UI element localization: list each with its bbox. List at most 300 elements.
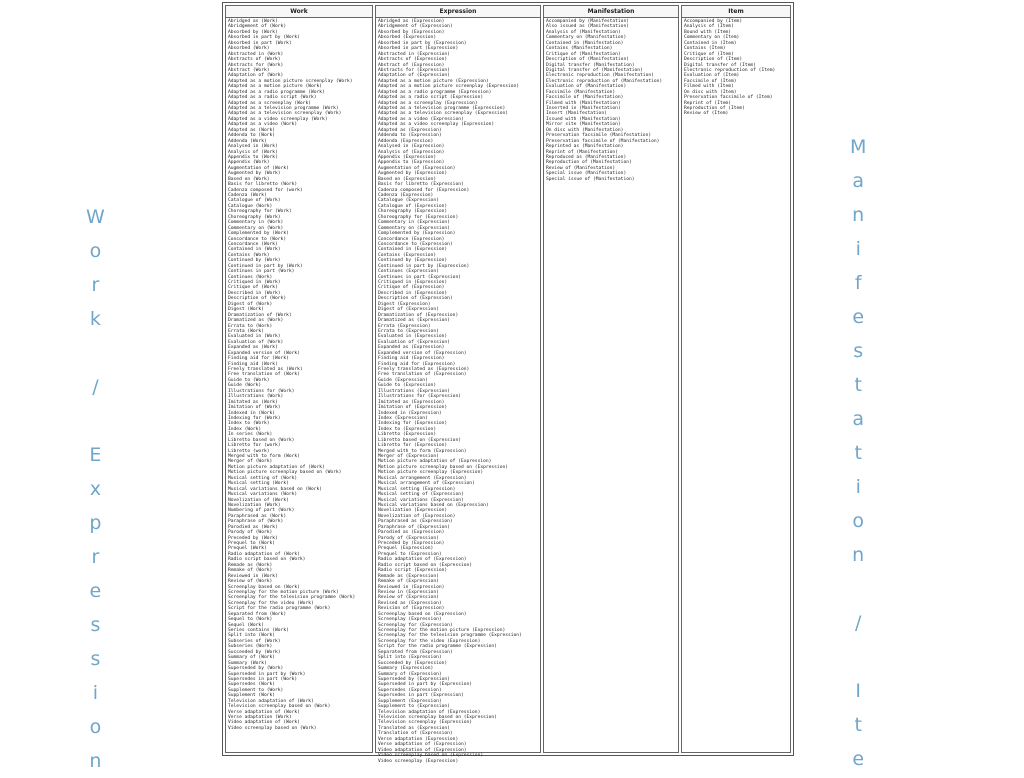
list-item: Superseded by (Expression) [378, 676, 450, 682]
list-item: Adapted as a video (Work) [228, 122, 298, 128]
list-item: Video screenplay based on (Expression) [378, 753, 484, 759]
list-item: Radio script (Expression) [378, 568, 448, 574]
list-item: Cadenza composed for (work) [228, 187, 303, 193]
column-manifestation [543, 5, 679, 753]
list-item: Merger of (Expression) [378, 454, 439, 459]
column-work [225, 5, 373, 753]
list-item: Continues (Expression) [378, 269, 439, 275]
list-item: Continued in part by (Expression) [378, 263, 470, 269]
list-item: Reproduction of (Item) [684, 106, 745, 111]
list-item: Addenda to (Work) [228, 133, 276, 139]
list-item: Abstract (Work) [228, 67, 270, 73]
list-item: Paraphrase of (Work) [228, 519, 284, 525]
work-list [226, 18, 372, 732]
list-item: Catalogue (Work) [228, 203, 273, 209]
list-item: Digital transfer (Manifestation) [546, 62, 635, 68]
list-item: Libretto for (work) [228, 443, 281, 449]
list-item: Subseries of (Work) [228, 638, 281, 644]
list-item: Adaptation of (Expression) [378, 73, 450, 79]
list-item: Split into (Expression) [378, 655, 442, 661]
list-item: Facsimile of (Item) [684, 78, 737, 84]
side-label-right-char: s [853, 340, 864, 362]
list-item: Catalogue of (Work) [228, 198, 281, 204]
list-item: Analysed in (Expression) [378, 144, 445, 150]
list-item: Novelization of (Expression) [378, 513, 456, 519]
list-item: Guide to (Work) [228, 377, 270, 383]
list-item: Commentary on (Expression) [378, 225, 450, 231]
list-item: Finding aid for (Expression) [378, 361, 456, 367]
side-label-right-char: I [855, 680, 861, 702]
list-item: Absorbed by (Expression) [378, 29, 445, 35]
list-item: Motion picture adaptation of (Work) [228, 464, 325, 470]
list-item: Motion picture screenplay based on (Expression) [378, 464, 508, 470]
list-item: Augmented by (Work) [228, 171, 281, 177]
list-item: Motion picture adaptation of (Expression) [378, 459, 492, 465]
list-item: Index (Work) [228, 426, 262, 432]
list-item: Translated as (Expression) [378, 725, 450, 731]
list-item: Analysed in (Work) [228, 144, 278, 150]
list-item: Separated from (Expression) [378, 649, 453, 655]
list-item: Radio adaptation of (Expression) [378, 557, 467, 563]
list-item: Abstracts for (Expression) [378, 67, 450, 73]
list-item: Motion picture screenplay based on (Work) [228, 470, 342, 476]
list-item: Illustrations for (Work) [228, 388, 295, 394]
list-item: Supplement to (Expression) [378, 704, 450, 710]
list-item: Libretto for (Expression) [378, 443, 448, 449]
list-item: Absorbed (Work) [228, 46, 270, 52]
list-item: Absorbed in part by (Work) [228, 35, 300, 41]
list-item: Adapted as (Expression) [378, 127, 442, 133]
list-item: Screenplay for the motion picture (Work) [228, 589, 339, 595]
list-item: Digest (Expression) [378, 301, 431, 307]
list-item: Critique of (Item) [684, 51, 734, 57]
list-item: Indexed in (Work) [228, 410, 276, 416]
list-item: Free translation of (Work) [228, 372, 300, 378]
side-label-right-char: a [852, 408, 865, 430]
list-item: Finding aid (Work) [228, 361, 278, 367]
list-item: Evaluated in (Expression) [378, 334, 448, 340]
list-item: Review of (Expression) [378, 595, 439, 601]
list-item: Cadenza (Work) [228, 193, 267, 198]
list-item: Continues in part (Work) [228, 269, 295, 275]
list-item: Addenda (Work) [228, 138, 267, 144]
list-item: Complemented by (Work) [228, 231, 289, 237]
side-label-right-char [855, 572, 861, 606]
side-label-manifestation-item [850, 130, 866, 776]
list-item: Complemented by (Expression) [378, 231, 456, 237]
list-item: Inserted in (Manifestation) [546, 106, 621, 111]
list-item: Video screenplay (Expression) [378, 758, 459, 764]
list-item: Absorbed in part (Expression) [378, 46, 459, 52]
side-label-right-char: n [852, 204, 865, 226]
side-label-right-char: e [852, 306, 865, 328]
side-label-left-char: s [90, 614, 101, 636]
list-item: Evaluation of (Item) [684, 73, 740, 79]
list-item: Critique of (Expression) [378, 285, 445, 291]
list-item: Based on (Work) [228, 176, 270, 182]
side-label-right-char: f [854, 272, 862, 294]
list-item: Television screenplay based on (Expression) [378, 715, 497, 720]
list-item: Script for the radio programme (Expression) [378, 644, 497, 650]
side-label-left-char: p [89, 512, 102, 534]
list-item: Imitation of (Expression) [378, 405, 448, 411]
list-item: Absorbed (Expression) [378, 35, 437, 41]
list-item: Evaluation of (Expression) [378, 339, 450, 345]
list-item: Abstracts of (Expression) [378, 57, 448, 63]
list-item: Contained in (Expression) [378, 247, 448, 253]
list-item: Contains (Item) [684, 46, 726, 52]
list-item: Continued by (Work) [228, 258, 281, 264]
list-item: Mirror site (Manifestation) [546, 122, 621, 128]
list-item: Television screenplay based on (Work) [228, 704, 331, 710]
list-item: Adapted as a radio programme (Expression) [378, 89, 492, 95]
list-item: Imitation of (Work) [228, 405, 281, 411]
list-item: Video adaptation of (Work) [228, 720, 300, 726]
side-label-left-char: n [89, 750, 102, 772]
list-item: Screenplay for (Expression) [378, 622, 453, 628]
list-item: Musical variations based on (Expression) [378, 502, 489, 508]
list-item: Guide to (Expression) [378, 383, 437, 389]
list-item: Novelization of (Work) [228, 497, 289, 503]
list-item: Reprint of (Item) [684, 100, 732, 106]
list-item: Choreography (Work) [228, 214, 281, 220]
list-item: Errata (Expression) [378, 323, 431, 329]
list-item: Facsimile of (Manifestation) [546, 95, 624, 101]
side-label-work-expression [86, 200, 105, 778]
list-item: Subseries (Work) [228, 644, 273, 650]
column-header-expression: Expression [376, 6, 540, 18]
list-item: Special issue of (Manifestation) [546, 176, 635, 182]
list-item: Facsimile (Manifestation) [546, 89, 616, 95]
list-item: Abridged as (Expression) [378, 19, 445, 24]
list-item: Adapted as a screenplay (Work) [228, 100, 311, 106]
list-item: Errata (Work) [228, 328, 264, 334]
list-item: Adapted as a television programme (Expression) [378, 106, 506, 111]
list-item: Parody of (Work) [228, 530, 273, 536]
list-item: Reprint of (Manifestation) [546, 149, 618, 155]
list-item: Musical setting (Expression) [378, 486, 456, 492]
list-item: Bound with (Item) [684, 29, 732, 35]
list-item: Abridgement of (Work) [228, 24, 287, 30]
list-item: Choreography for (Work) [228, 209, 292, 215]
list-item: Appendix (Expression) [378, 154, 437, 160]
list-item: Indexing for (Expression) [378, 421, 448, 427]
list-item: Concordance (Work) [228, 241, 278, 247]
list-item: Screenplay based on (Expression) [378, 611, 467, 617]
list-item: Issued with (Manifestation) [546, 116, 621, 122]
list-item: Merger of (Work) [228, 459, 273, 465]
list-item: Screenplay for the video (Expression) [378, 638, 481, 644]
list-item: Preservation facsimile of (Item) [684, 95, 773, 101]
list-item: Verse adaptation (Expression) [378, 736, 459, 742]
list-item: Revision of (Expression) [378, 606, 445, 612]
list-item: Musical variations (Work) [228, 492, 298, 498]
list-item: Split into (Work) [228, 633, 276, 639]
side-label-right-char: n [852, 544, 865, 566]
list-item: Contained in (Item) [684, 40, 737, 46]
list-item: Illustrations for (Expression) [378, 394, 461, 400]
list-item: Absorbed by (Work) [228, 29, 278, 35]
list-item: Television screenplay (Expression) [378, 720, 473, 726]
list-item: Choreography (Expression) [378, 209, 448, 215]
list-item: Appendix to (Expression) [378, 160, 445, 166]
list-item: Analysis of (Manifestation) [546, 29, 621, 35]
list-item: Description of (Work) [228, 296, 287, 302]
list-item: Also issued as (Manifestation) [546, 24, 629, 30]
side-label-left-char: e [89, 580, 102, 602]
list-item: Adapted as a radio programme (Work) [228, 89, 325, 95]
list-item: Summary of (Work) [228, 655, 276, 661]
list-item: Numbering of part (Work) [228, 508, 295, 514]
column-header-manifestation: Manifestation [544, 6, 678, 18]
list-item: Prequel to (Expression) [378, 551, 442, 557]
list-item: Basis for libretto (Work) [228, 182, 298, 188]
list-item: Television adaptation of (Expression) [378, 709, 481, 715]
list-item: Preceded by (Expression) [378, 541, 445, 546]
list-item: Commentary on (Work) [228, 225, 284, 231]
list-item: Review of (Work) [228, 579, 273, 585]
side-label-right-char: i [855, 476, 861, 498]
list-item: Cadenza (Expression) [378, 193, 434, 198]
list-item: Preservation facsimile (Manifestation) [546, 133, 652, 139]
list-item: Appendix to (Work) [228, 154, 278, 160]
list-item: Electronic reproduction of (Manifestation) [546, 78, 663, 84]
list-item: Paraphrase of (Expression) [378, 524, 450, 530]
list-item: Parodied as (Expression) [378, 530, 445, 536]
side-label-left-char: r [91, 274, 100, 296]
list-item: Abstracts of (Work) [228, 57, 281, 63]
side-label-left-char [92, 336, 98, 370]
list-item: Abstracted in (Expression) [378, 51, 450, 57]
side-label-left-char: r [91, 546, 100, 568]
list-item: Succeeded by (Expression) [378, 660, 448, 666]
side-label-left-char: o [89, 240, 102, 262]
list-item: Abstract of (Expression) [378, 62, 445, 68]
list-item: Description of (Item) [684, 57, 743, 63]
list-item: Analysis of (Item) [684, 24, 734, 30]
list-item: Commentary in (Expression) [378, 220, 450, 226]
side-label-right-char: t [854, 714, 862, 736]
list-item: Summary of (Expression) [378, 671, 442, 677]
list-item: Digest of (Work) [228, 301, 273, 307]
list-item: Musical setting of (Work) [228, 475, 298, 481]
list-item: Video adaptation of (Expression) [378, 747, 467, 753]
side-label-right-char: t [854, 442, 862, 464]
list-item: Expanded as (Expression) [378, 345, 445, 351]
list-item: Prequel (Expression) [378, 546, 434, 552]
side-label-left-char: E [89, 444, 102, 466]
side-label-right-char: / [855, 612, 862, 634]
list-item: Supersedes (Work) [228, 682, 276, 688]
list-item: Continued in part by (Work) [228, 263, 303, 269]
list-item: Filmed with (Manifestation) [546, 100, 621, 106]
list-item: Errata to (Expression) [378, 328, 439, 334]
list-item: Preceded by (Work) [228, 535, 278, 541]
list-item: Based on (Expression) [378, 176, 437, 182]
list-item: Adapted as a radio script (Work) [228, 95, 317, 101]
side-label-left-char: / [92, 376, 99, 398]
list-item: Musical setting of (Expression) [378, 492, 464, 498]
list-item: Paraphrased as (Work) [228, 513, 287, 519]
list-item: Concordance (Expression) [378, 236, 445, 242]
list-item: Radio script based on (Expression) [378, 562, 473, 568]
list-item: Basis for libretto (Expression) [378, 182, 464, 188]
list-item: Electronic reproduction (Manifestation) [546, 73, 654, 79]
list-item: Evaluation of (Work) [228, 339, 284, 345]
list-item: Contained in (Work) [228, 247, 281, 253]
list-item: Separated from (Work) [228, 611, 287, 617]
list-item: Television adaptation of (Work) [228, 698, 314, 704]
list-item: Augmentation of (Work) [228, 165, 289, 171]
list-item: Digital transfer of (Manifestation) [546, 67, 643, 73]
side-label-left-char: x [89, 478, 102, 500]
column-header-item: Item [682, 6, 790, 18]
list-item: Adapted as a television screenplay (Expression) [378, 111, 508, 117]
list-item: Contains (Work) [228, 252, 270, 258]
side-label-left-char [92, 404, 98, 438]
list-item: Illustrations (Expression) [378, 388, 450, 394]
column-expression [375, 5, 541, 764]
list-item: Supersedes in part (Expression) [378, 693, 464, 699]
list-item: Addenda (Expression) [378, 138, 434, 144]
list-item: Adapted as a television programme (Work) [228, 106, 339, 111]
list-item: Description of (Expression) [378, 296, 453, 302]
list-item: Abstracted in (Work) [228, 51, 284, 57]
side-label-right-char: o [852, 510, 865, 532]
list-item: Freely translated as (Work) [228, 367, 303, 372]
list-item: Concordance to (Work) [228, 236, 287, 242]
list-item: Reviewed in (Expression) [378, 584, 445, 590]
list-item: Merged with to form (Expression) [378, 448, 467, 454]
list-item: Radio script based on (Work) [228, 557, 306, 563]
list-item: Concordance to (Expression) [378, 241, 453, 247]
list-item: Series contains (Work) [228, 628, 289, 633]
list-item: Dramatization of (Work) [228, 312, 292, 318]
list-item: Superseded by (Work) [228, 666, 284, 672]
list-item: Supersedes (Expression) [378, 687, 442, 693]
list-item: Verse adaptation (Work) [228, 715, 292, 720]
list-item: Musical setting (Work) [228, 481, 289, 487]
list-item: Continued by (Expression) [378, 258, 448, 264]
list-item: Critiqued in (Expression) [378, 280, 448, 285]
list-item: Parody of (Expression) [378, 535, 439, 541]
list-item: Adapted as a motion picture (Expression) [378, 78, 489, 84]
list-item: Verse adaptation of (Work) [228, 709, 300, 715]
side-label-right-char [855, 640, 861, 674]
list-item: Prequel to (Work) [228, 541, 276, 546]
list-item: Adapted as a video screenplay (Expression) [378, 122, 495, 128]
list-item: Screenplay for the video (Work) [228, 600, 314, 606]
list-item: Critique of (Work) [228, 285, 278, 291]
list-item: Continues in part (Expression) [378, 274, 461, 280]
list-item: Paraphrased as (Expression) [378, 519, 453, 525]
list-item: Contains (Expression) [378, 252, 437, 258]
side-label-right-char: t [854, 374, 862, 396]
list-item: Imitated as (Work) [228, 399, 278, 405]
list-item: Translation of (Expression) [378, 731, 453, 737]
list-item: Appendix (Work) [228, 160, 270, 166]
list-item: Critique of (Manifestation) [546, 51, 621, 57]
list-item: Review of (Item) [684, 111, 729, 117]
list-item: Expanded as (Work) [228, 345, 278, 351]
side-label-left-char: s [90, 648, 101, 670]
list-item: Abridged as (Work) [228, 19, 278, 24]
list-item: Augmentation of (Expression) [378, 165, 456, 171]
list-item: Dramatized as (Work) [228, 318, 284, 324]
list-item: Screenplay (Expression) [378, 617, 442, 623]
list-item: Digest of (Expression) [378, 307, 439, 313]
list-item: Abstracts for (Work) [228, 62, 284, 68]
list-item: Remake of (Work) [228, 568, 273, 574]
column-header-work: Work [226, 6, 372, 18]
list-item: Described in (Work) [228, 290, 281, 296]
side-label-left-char: o [89, 716, 102, 738]
list-item: Novelization (Expression) [378, 508, 448, 514]
list-item: Adapted as a radio script (Expression) [378, 95, 484, 101]
list-item: Screenplay based on (Work) [228, 584, 300, 590]
list-item: Motion picture screenplay (Expression) [378, 470, 484, 476]
list-item: Digital transfer of (Item) [684, 62, 756, 68]
list-item: Commentary in (Work) [228, 220, 284, 226]
list-item: Adapted as a television screenplay (Work) [228, 111, 342, 117]
list-item: Finding aid (Expression) [378, 356, 445, 362]
side-label-left-char: W [86, 206, 105, 228]
list-item: Video screenplay based on (Work) [228, 725, 317, 731]
list-item: Reviewed in (Work) [228, 573, 278, 579]
list-item: Index to (Work) [228, 421, 270, 427]
list-item: Libretto (Expression) [378, 432, 437, 438]
list-item: Illustrations (Work) [228, 394, 284, 400]
list-item: Adapted as a motion picture (Work) [228, 84, 323, 90]
expression-list [376, 18, 540, 765]
list-item: Supersedes in part (Work) [228, 676, 298, 682]
list-item: Superseded in part by (Expression) [378, 682, 473, 688]
side-label-right-char: i [855, 238, 861, 260]
item-list [682, 18, 790, 118]
list-item: Errata to (Work) [228, 323, 273, 329]
list-item: Summary (Work) [228, 660, 267, 666]
list-item: Accompanied by (Item) [684, 19, 743, 24]
list-item: Screenplay for the television programme (Work) [228, 595, 356, 601]
list-item: Remake of (Expression) [378, 579, 439, 585]
list-item: In series (Work) [228, 432, 273, 438]
list-item: Guide (Expression) [378, 377, 428, 383]
list-item: Musical arrangement (Expression) [378, 475, 467, 481]
side-label-left-char: i [92, 682, 99, 704]
list-item: On disc with (Item) [684, 89, 737, 95]
list-item: Evaluated in (Work) [228, 334, 281, 340]
list-item: Supplement to (Work) [228, 687, 284, 693]
column-item [681, 5, 791, 753]
list-item: Prequel (Work) [228, 546, 267, 552]
list-item: Screenplay for the television programme (Expression) [378, 633, 522, 639]
list-item: Analysis of (Work) [228, 149, 278, 155]
list-item: On disc with (Manifestation) [546, 127, 624, 133]
list-item: Summary (Expression) [378, 666, 434, 672]
list-item: Succeeded by (Work) [228, 649, 281, 655]
list-item: Musical arrangement of (Expression) [378, 481, 475, 487]
list-item: Augmented by (Expression) [378, 171, 448, 177]
list-item: Index to (Expression) [378, 426, 437, 432]
list-item: Supplement (Expression) [378, 698, 442, 704]
list-item: Reprinted as (Manifestation) [546, 144, 624, 150]
list-item: Catalogue (Expression) [378, 198, 439, 204]
list-item: Index (Expression) [378, 415, 428, 421]
list-item: Review of (Manifestation) [546, 165, 616, 171]
list-item: Filmed with (Item) [684, 84, 734, 90]
list-item: Commentary on (Manifestation) [546, 35, 627, 41]
list-item: Expanded version of (Expression) [378, 350, 467, 356]
